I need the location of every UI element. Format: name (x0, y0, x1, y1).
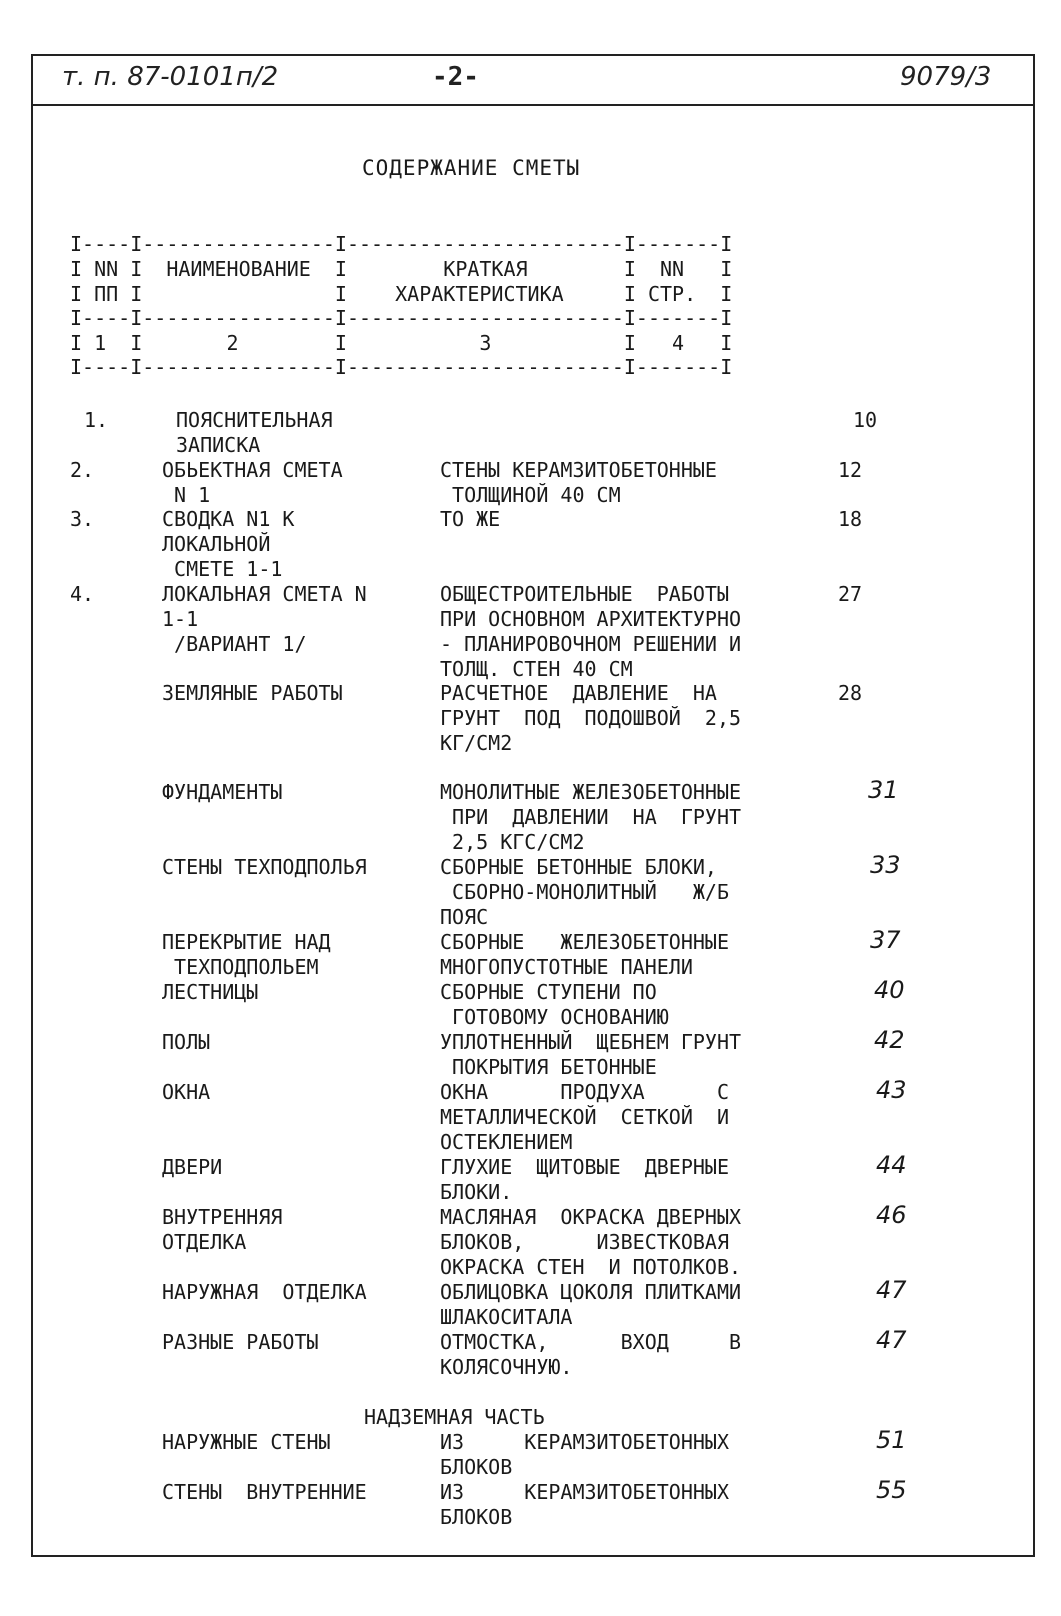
section-item-name: НАРУЖНЫЕ СТЕНЫ (162, 1430, 331, 1454)
row-page: 18 (838, 507, 863, 531)
item-desc: ОБЛИЦОВКА ЦОКОЛЯ ПЛИТКАМИ ШЛАКОСИТАЛА (440, 1280, 742, 1329)
item-name: НАРУЖНАЯ ОТДЕЛКА (162, 1280, 367, 1304)
item-desc: СБОРНЫЕ ЖЕЛЕЗОБЕТОННЫЕ МНОГОПУСТОТНЫЕ ПАНЕЛИ (440, 930, 729, 979)
row-number: 4. (70, 582, 95, 606)
header-sheet-number: 9079/3 (900, 62, 992, 92)
item-page: 37 (870, 926, 901, 954)
table-head-line: I ПП I I ХАРАКТЕРИСТИКА I СТР. I (70, 282, 733, 306)
item-desc: ОТМОСТКА, ВХОД В КОЛЯСОЧНУЮ. (440, 1330, 742, 1379)
section-item-desc: ИЗ КЕРАМЗИТОБЕТОННЫХ БЛОКОВ (440, 1480, 729, 1529)
table-head-line: I----I----------------I-----------------------I-------I (70, 355, 733, 379)
item-page: 33 (870, 851, 901, 879)
section-item-page: 55 (876, 1476, 907, 1504)
item-name: ОКНА (162, 1080, 211, 1104)
item-name: ЛЕСТНИЦЫ (162, 980, 259, 1004)
page-title: СОДЕРЖАНИЕ СМЕТЫ (362, 156, 581, 180)
item-desc: ОКНА ПРОДУХА С МЕТАЛЛИЧЕСКОЙ СЕТКОЙ И ОСТЕКЛЕНИЕМ (440, 1080, 729, 1154)
row-name: ПОЯСНИТЕЛЬНАЯ ЗАПИСКА (176, 408, 333, 457)
item-page: 46 (876, 1201, 907, 1229)
item-page: 44 (876, 1151, 907, 1179)
row-name: ЗЕМЛЯНЫЕ РАБОТЫ (162, 681, 343, 705)
item-name: ДВЕРИ (162, 1155, 223, 1179)
row-desc: ТО ЖЕ (440, 507, 501, 531)
item-page: 42 (874, 1026, 905, 1054)
header-page-number: -2- (432, 62, 479, 92)
table-head-line: I----I----------------I-----------------------I-------I (70, 232, 733, 256)
row-page: 12 (838, 458, 863, 482)
item-desc: МОНОЛИТНЫЕ ЖЕЛЕЗОБЕТОННЫЕ ПРИ ДАВЛЕНИИ НА ГРУНТ 2,5 КГС/СМ2 (440, 780, 742, 854)
row-name: ОБЬЕКТНАЯ СМЕТА N 1 (162, 458, 343, 507)
item-name: ВНУТРЕННЯЯ ОТДЕЛКА (162, 1205, 283, 1254)
section-item-name: СТЕНЫ ВНУТРЕННИЕ (162, 1480, 367, 1504)
item-page: 47 (876, 1276, 907, 1304)
item-page: 43 (876, 1076, 907, 1104)
item-name: ПЕРЕКРЫТИЕ НАД ТЕХПОДПОЛЬЕМ (162, 930, 331, 979)
row-number: 2. (70, 458, 95, 482)
row-name: ЛОКАЛЬНАЯ СМЕТА N 1-1 /ВАРИАНТ 1/ (162, 582, 367, 656)
table-head-line: I----I----------------I-----------------------I-------I (70, 306, 733, 330)
header-doc-code: т. п. 87-0101п/2 (62, 62, 279, 92)
item-desc: СБОРНЫЕ СТУПЕНИ ПО ГОТОВОМУ ОСНОВАНИЮ (440, 980, 669, 1029)
row-page: 28 (838, 681, 863, 705)
section-title: НАДЗЕМНАЯ ЧАСТЬ (364, 1405, 545, 1429)
item-name: ФУНДАМЕНТЫ (162, 780, 283, 804)
item-page: 31 (868, 776, 899, 804)
row-name: СВОДКА N1 К ЛОКАЛЬНОЙ СМЕТЕ 1-1 (162, 507, 295, 581)
table-head-line: I NN I НАИМЕНОВАНИЕ I КРАТКАЯ I NN I (70, 257, 733, 281)
item-desc: УПЛОТНЕННЫЙ ЩЕБНЕМ ГРУНТ ПОКРЫТИЯ БЕТОННЫЕ (440, 1030, 742, 1079)
item-name: СТЕНЫ ТЕХПОДПОЛЬЯ (162, 855, 367, 879)
row-number: 3. (70, 507, 95, 531)
item-desc: СБОРНЫЕ БЕТОННЫЕ БЛОКИ, СБОРНО-МОНОЛИТНЫЙ Ж/Б ПОЯС (440, 855, 729, 929)
item-desc: МАСЛЯНАЯ ОКРАСКА ДВЕРНЫХ БЛОКОВ, ИЗВЕСТКОВАЯ ОКРАСКА СТЕН И ПОТОЛКОВ. (440, 1205, 742, 1279)
row-number: 1. (84, 408, 109, 432)
row-desc: ОБЩЕСТРОИТЕЛЬНЫЕ РАБОТЫ ПРИ ОСНОВНОМ АРХИТЕКТУРНО - ПЛАНИРОВОЧНОМ РЕШЕНИИ И ТОЛЩ. СТЕН 40 СМ (440, 582, 742, 681)
section-item-desc: ИЗ КЕРАМЗИТОБЕТОННЫХ БЛОКОВ (440, 1430, 729, 1479)
section-item-page: 51 (876, 1426, 907, 1454)
row-page: 27 (838, 582, 863, 606)
item-page: 40 (874, 976, 905, 1004)
item-desc: ГЛУХИЕ ЩИТОВЫЕ ДВЕРНЫЕ БЛОКИ. (440, 1155, 729, 1204)
row-desc: РАСЧЕТНОЕ ДАВЛЕНИЕ НА ГРУНТ ПОД ПОДОШВОЙ 2,5 КГ/СМ2 (440, 681, 742, 755)
table-head-line: I 1 I 2 I 3 I 4 I (70, 331, 733, 355)
item-page: 47 (876, 1326, 907, 1354)
row-desc: СТЕНЫ КЕРАМЗИТОБЕТОННЫЕ ТОЛЩИНОЙ 40 СМ (440, 458, 717, 507)
item-name: РАЗНЫЕ РАБОТЫ (162, 1330, 319, 1354)
header-divider (31, 104, 1035, 106)
row-page: 10 (853, 408, 878, 432)
item-name: ПОЛЫ (162, 1030, 211, 1054)
